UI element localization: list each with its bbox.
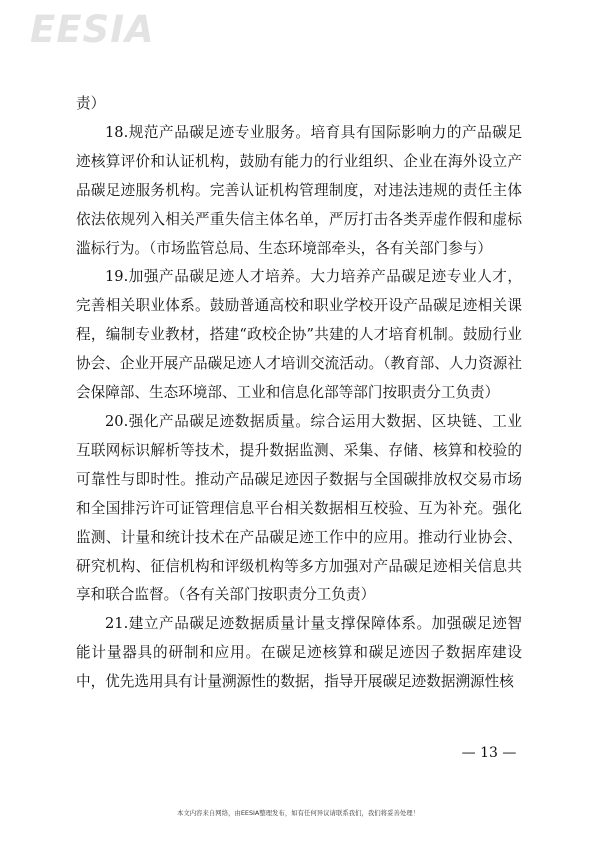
paragraph-18: 18.规范产品碳足迹专业服务。培育具有国际影响力的产品碳足迹核算评价和认证机构，鼓励有能力的行业组织、企业在海外设立产品碳足迹服务机构。完善认证机构管理制度，对违法违规的责任主体依法依规列入相关严重失信主体名单，严厉打击各类弄虚作假和虚标滥标行为。（市场监管总局、生态环境部牵头，各有关部门参与） bbox=[76, 123, 522, 257]
page-number: — 13 — bbox=[461, 745, 517, 761]
paragraph-19: 19.加强产品碳足迹人才培养。大力培养产品碳足迹专业人才，完善相关职业体系。鼓励普通高校和职业学校开设产品碳足迹相关课程，编制专业教材，搭建“政校企协”共建的人才培育机制。鼓励行业协会、企业开展产品碳足迹人才培训交流活动。（教育部、人力资源社会保障部、生态环境部、工业和信息化部等部门按职责分工负责） bbox=[76, 268, 522, 402]
disclaimer-text: 本文内容来自网络，由EESIA整理发布，如有任何异议请联系我们，我们将妥善处理！ bbox=[176, 809, 420, 817]
paragraph-continuation: 责） bbox=[76, 95, 106, 112]
document-body bbox=[76, 90, 522, 697]
paragraph-20: 20.强化产品碳足迹数据质量。综合运用大数据、区块链、工业互联网标识解析等技术，提升数据监测、采集、存储、核算和校验的可靠性与即时性。推动产品碳足迹因子数据与全国碳排放权交易市场和全国排污许可证管理信息平台相关数据相互校验、互为补充。强化监测、计量和统计技术在产品碳足迹工作中的应用。推动行业协会、研究机构、征信机构和评级机构等多方加强对产品碳足迹相关信息共享和联合监督。（各有关部门按职责分工负责） bbox=[76, 412, 522, 604]
paragraph-21: 21.建立产品碳足迹数据质量计量支撑保障体系。加强碳足迹智能计量器具的研制和应用。在碳足迹核算和碳足迹因子数据库建设中，优先选用具有计量溯源性的数据，指导开展碳足迹数据溯源性核 bbox=[76, 615, 522, 691]
eesia-logo: EESIA bbox=[30, 8, 155, 51]
